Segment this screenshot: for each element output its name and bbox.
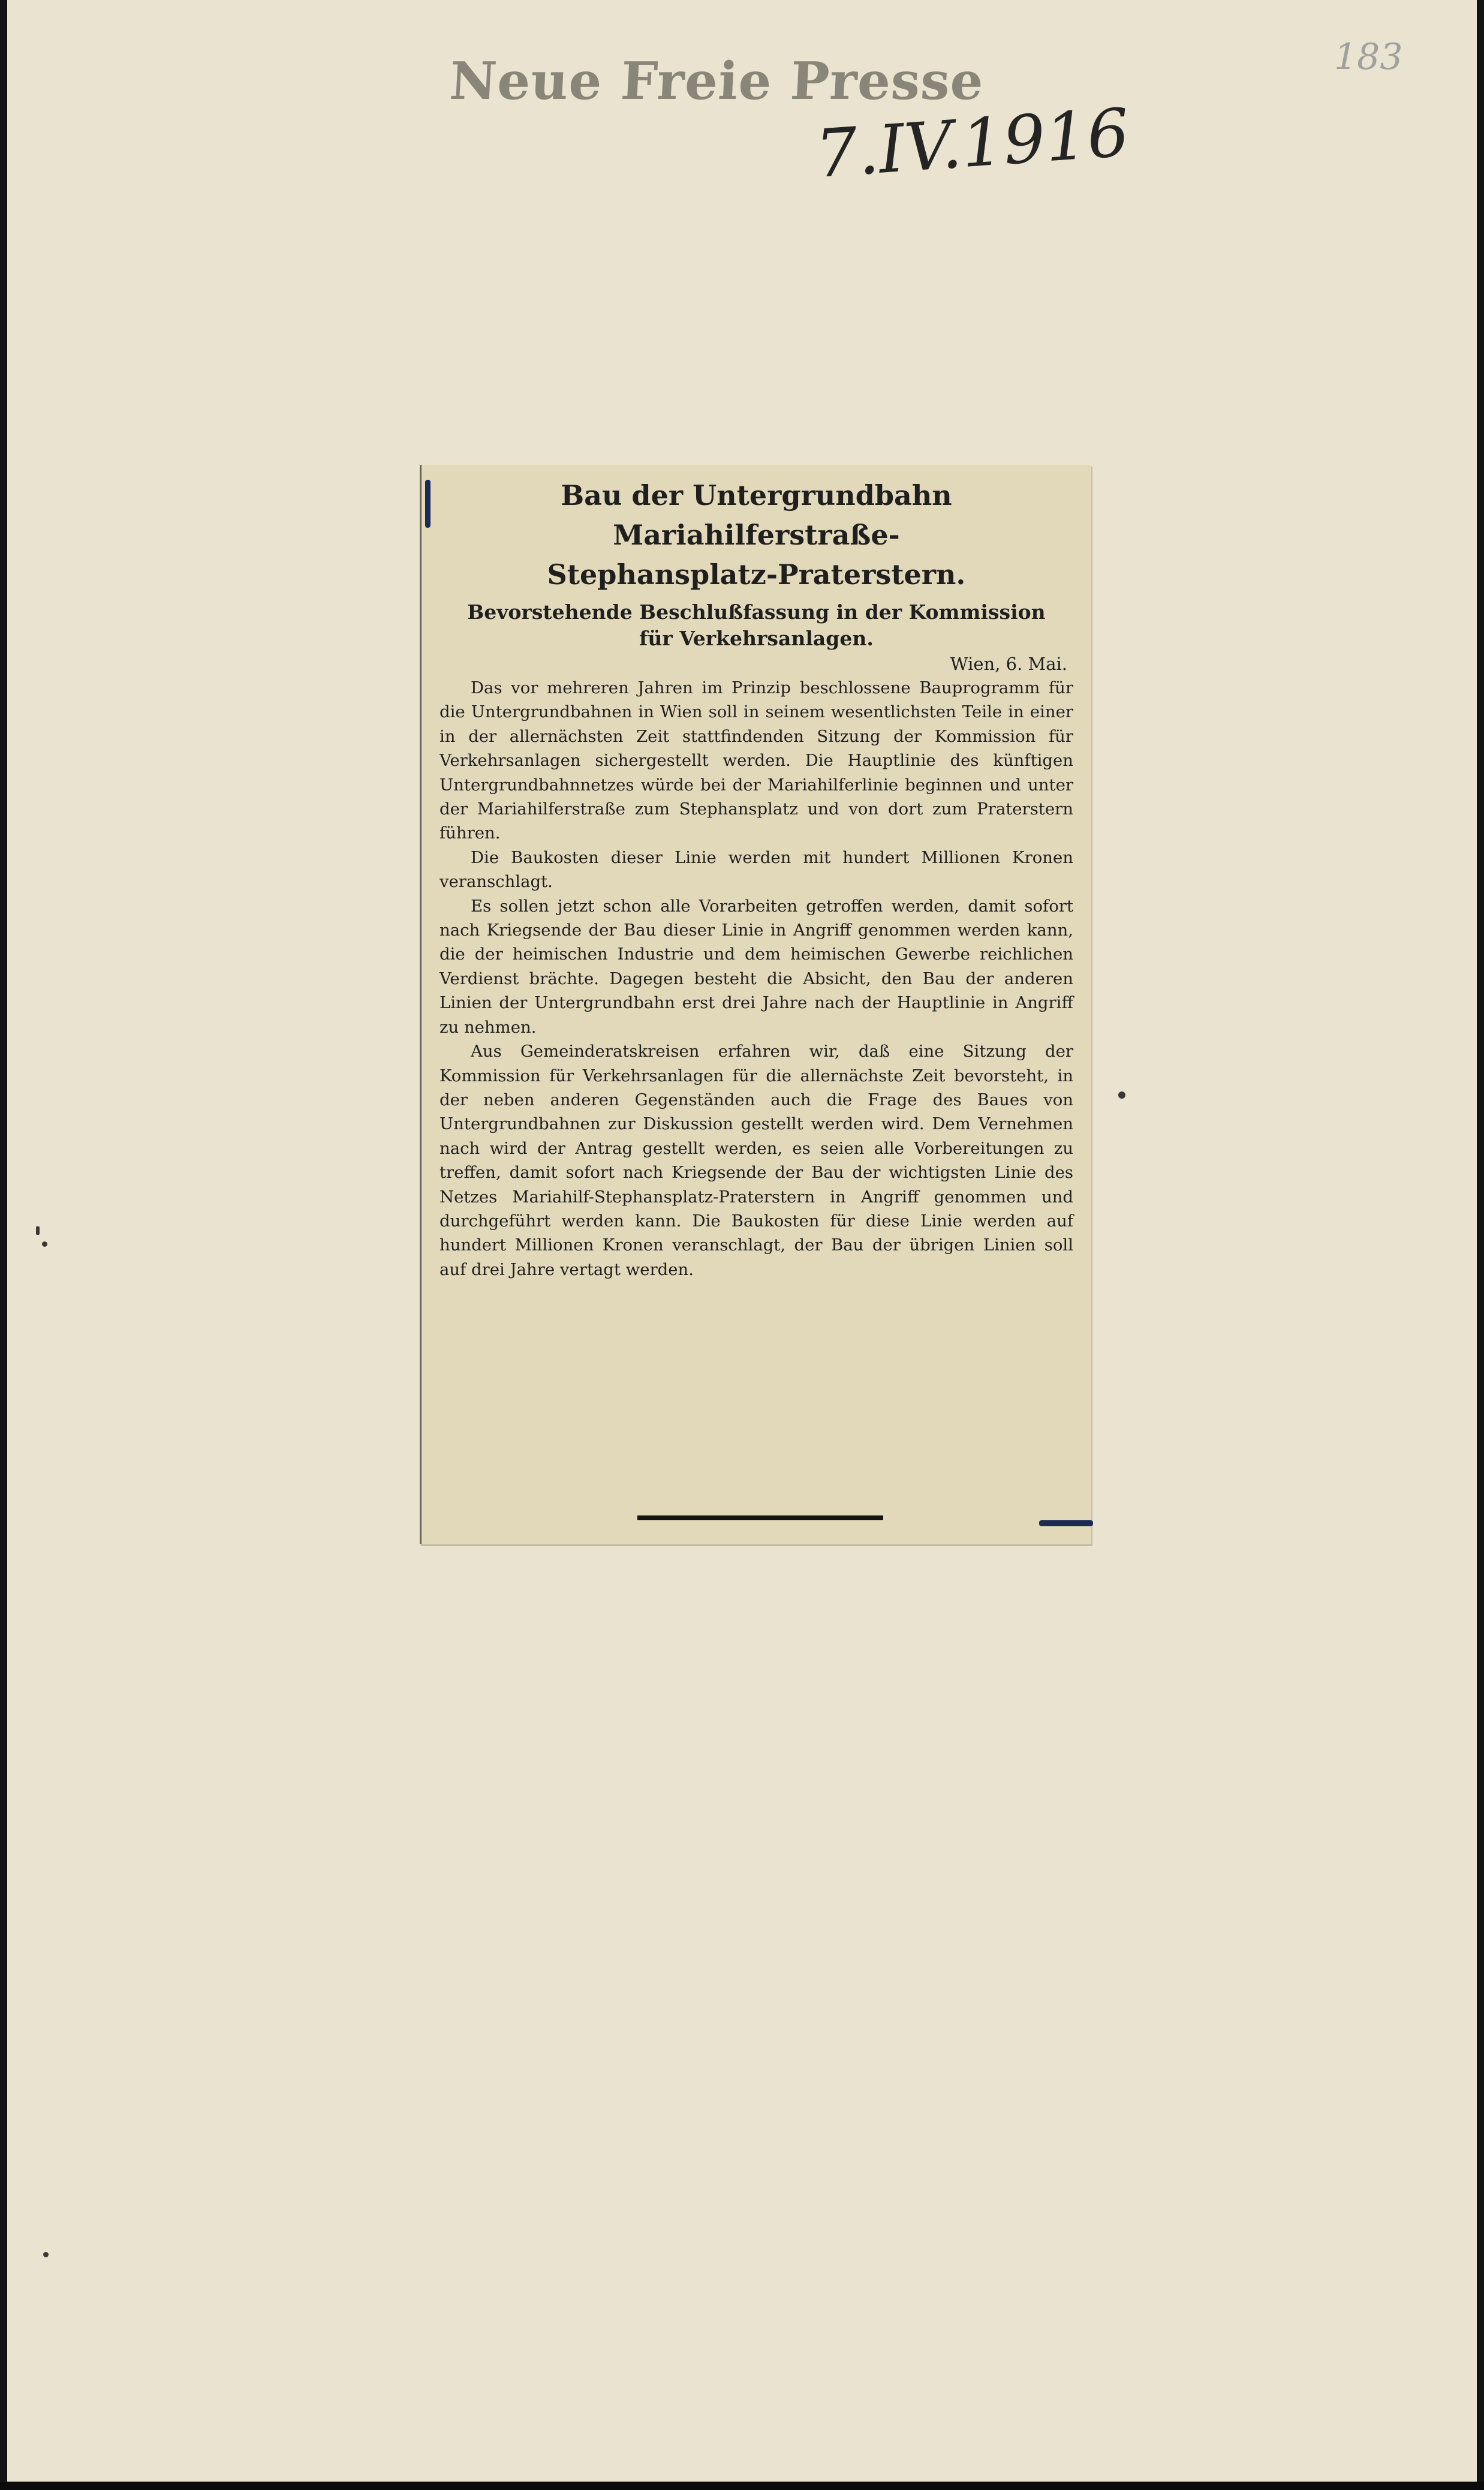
article-title <box>440 476 1073 594</box>
article-paragraph: Aus Gemeinderatskreisen erfahren wir, daß eine Sitzung der Kommission für Verkehrsanlagen für die allernächste Zeit bevorsteht, in der neben anderen Gegenständen auch die Frage des Baues von Untergrundbahnen zur Diskussion gestellt werden wird. Dem Vernehmen nach wird der Antrag gestellt werden, es seien alle Vorbereitungen zu treffen, damit sofort nach Kriegsende der Bau der wichtigsten Linie des Netzes Mariahilf-Stephansplatz-Praterstern in Angriff genommen und durchgeführt werden kann. Die Baukosten für diese Linie werden auf hundert Millionen Kronen veranschlagt, der Bau der übrigen Linien soll auf drei Jahre vertagt werden. <box>440 1042 1073 1279</box>
ink-mark <box>425 480 431 528</box>
article-subtitle-line-2: für Verkehrsanlagen. <box>639 627 874 650</box>
scan-edge-right <box>1477 0 1484 2490</box>
newspaper-clipping <box>420 465 1091 1544</box>
article-paragraph: Die Baukosten dieser Linie werden mit hundert Millionen Kronen veranschlagt. <box>440 847 1073 892</box>
scan-edge-left <box>0 0 7 2490</box>
article-subtitle-line-1: Bevorstehende Beschlußfassung in der Kommission <box>467 600 1046 624</box>
scan-edge-bottom <box>0 2482 1484 2490</box>
punch-mark <box>42 1241 47 1247</box>
article-subtitle <box>440 599 1073 652</box>
archive-number: 183 <box>1334 36 1403 78</box>
article-title-line-1: Bau der Untergrundbahn Mariahilferstraße- <box>561 479 952 551</box>
article-paragraph: Das vor mehreren Jahren im Prinzip beschlossene Bauprogramm für die Untergrundbahnen in Wien soll in seinem wesentlichsten Teile in einer in der allernächsten Zeit stattfindenden Sitzung der Kommission für Verkehrsanlagen sichergestellt werden. Die Hauptlinie des künftigen Untergrundbahnnetzes würde bei der Mariahilferlinie beginnen und unter der Mariahilferstraße zum Stephansplatz und von dort zum Praterstern führen. <box>440 678 1073 843</box>
newspaper-stamp: Neue Freie Presse <box>448 51 986 112</box>
paper-speck <box>1118 1091 1125 1099</box>
handwritten-date: 7.IV.1916 <box>813 94 1132 193</box>
article-title-line-2: Stephansplatz-Praterstern. <box>547 558 966 591</box>
punch-mark <box>43 2252 49 2257</box>
article-end-rule <box>637 1515 883 1520</box>
ink-mark <box>1039 1520 1093 1526</box>
punch-mark <box>36 1226 40 1235</box>
article-dateline: Wien, 6. Mai. <box>950 654 1067 674</box>
article-paragraph: Es sollen jetzt schon alle Vorarbeiten getroffen werden, damit sofort nach Kriegsende der Bau dieser Linie in Angriff genommen werden kann, die der heimischen Industrie und dem heimischen Gewerbe reichlichen Verdienst brächte. Dagegen besteht die Absicht, den Bau der anderen Linien der Untergrundbahn erst drei Jahre nach der Hauptlinie in Angriff zu nehmen. <box>440 896 1073 1037</box>
